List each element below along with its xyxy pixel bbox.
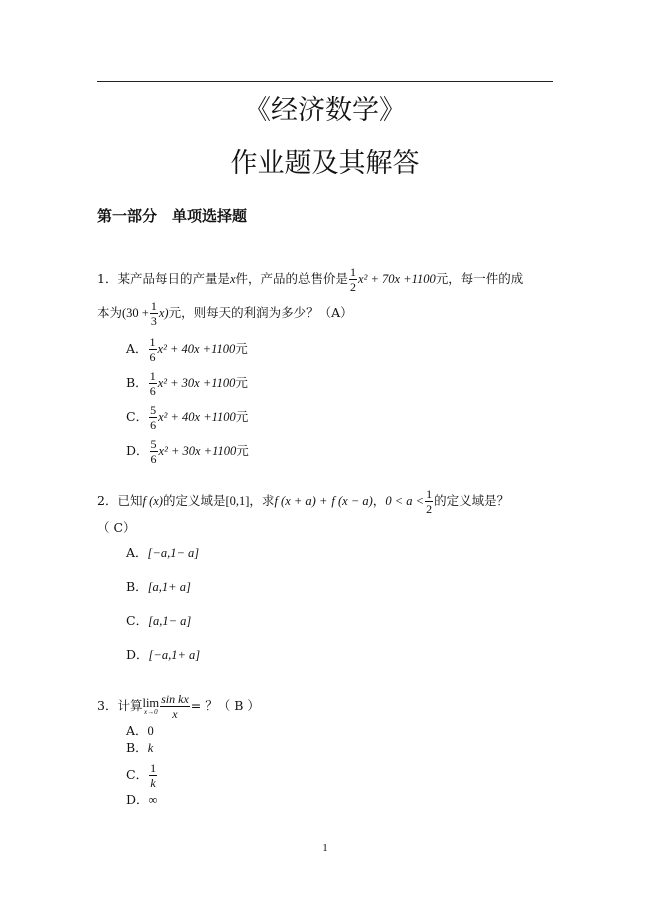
q2-option-d: D．[−a,1+ a] [126, 647, 201, 662]
q2-option-a: A．[−a,1− a] [126, 545, 200, 560]
q3-option-b: B．k [126, 740, 154, 755]
q1-option-c: C． $\frac{5}{6}$ x² + 40x +1100元 [126, 403, 249, 432]
q1-line-1: 1．某产品每日的产量是x件，产品的总售价是 $\frac{1}{2}$ x² + 70x +1100元，每一件的成 [97, 265, 524, 294]
q2-option-b: B．[a,1+ a] [126, 579, 191, 594]
q3-line-1: 3．计算lim x→0 $\frac{\text{sin kx}}{x}$ = ？（ B ） [97, 692, 260, 721]
q3-option-a: A．0 [126, 723, 154, 738]
q3-option-d: D．∞ [126, 792, 158, 807]
q1-option-d: D． $\frac{5}{6}$ x² + 30x +1100元 [126, 437, 249, 466]
q2-option-c: C．[a,1− a] [126, 613, 192, 628]
q1-answer: A [331, 305, 341, 320]
title-line-1: 《经济数学》 [244, 95, 406, 126]
title-line-2: 作业题及其解答 [230, 148, 420, 179]
q3-limit: lim x→0 [142, 695, 160, 717]
top-rule [97, 81, 553, 82]
q2-line-1: 2．已知f (x)的定义域是[0,1]，求f (x + a) + f (x − a)，0 < a < $\frac{1}{2}$ 的定义域是？ [97, 487, 510, 516]
q1-line-2: 本为(30 + $\frac{1}{3}$ x)元，则每天的利润为多少？（A） [97, 299, 353, 328]
q1-fraction-2: $\frac{1}{3}$ [150, 299, 157, 328]
page-number: 1 [322, 842, 328, 854]
q1-option-a: A． $\frac{1}{6}$ x² + 40x +1100元 [126, 335, 248, 364]
q1-fraction: $\frac{1}{2}$ [350, 265, 357, 294]
q3-option-c: C． $\frac{1}{k}$ [126, 761, 157, 790]
q2-line-2: （ C） [97, 520, 136, 535]
q1-option-b: B． $\frac{1}{6}$ x² + 30x +1100元 [126, 369, 248, 398]
section-title: 第一部分 单项选择题 [97, 207, 248, 225]
